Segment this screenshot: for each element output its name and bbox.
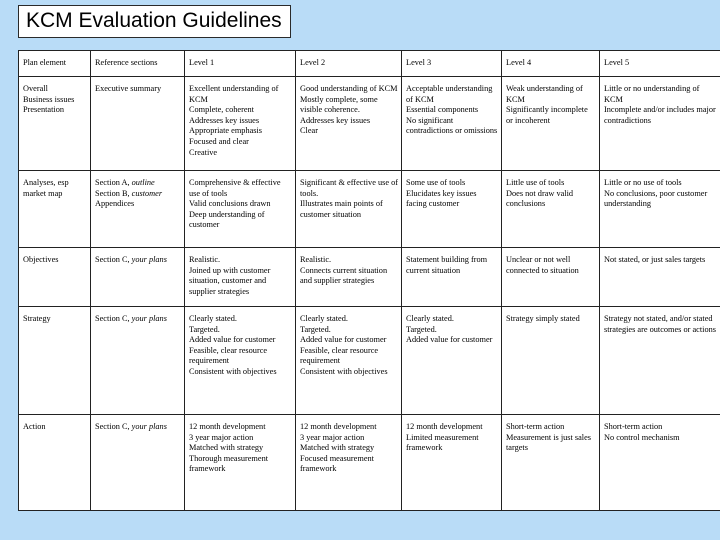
cell-line: No conclusions, poor customer understanding [604,188,708,209]
cell-line: Strategy not stated, and/or stated strategies are outcomes or actions [604,314,716,334]
level-3-cell [402,248,502,307]
cell-line: Overall [23,84,48,93]
cell-line: Significant & effective use of tools. [300,178,398,198]
cell-line: Matched with strategy [300,443,375,453]
cell-line: Excellent understanding of KCM [189,84,279,104]
reference-text: Section C, [95,422,132,431]
cell-line: Business issues [23,94,75,104]
cell-line: Addresses key issues [189,115,260,125]
cell-line: Significantly incomplete or incoherent [506,105,588,125]
cell-line: Focused measurement framework [300,453,374,474]
cell-line: Weak understanding of KCM [506,84,583,104]
reference-text: Executive summary [95,84,162,93]
cell-line: Clearly stated. [300,314,348,323]
level-5-cell [600,77,720,171]
level-1-cell [185,77,296,171]
level-4-cell [502,248,600,307]
cell-line: Realistic. [300,255,332,264]
cell-line: Targeted. [189,324,220,334]
level-4-cell [502,415,600,511]
cell-line: Little or no use of tools [604,178,682,187]
cell-line: Added value for customer [300,335,387,345]
header-cell: Level 1 [185,51,296,77]
cell-line: 12 month development [189,422,266,431]
level-5-cell [600,415,720,511]
cell-line: Measurement is just sales targets [506,432,592,453]
cell-line [95,84,181,95]
cell-line: Feasible, clear resource requirement [189,345,268,366]
cell-line: Statement building from current situation [406,255,488,275]
level-2-cell [296,415,402,511]
cell-line [95,178,181,189]
cell-line: Strategy simply stated [506,314,580,323]
cell-line: Addresses key issues [300,115,371,125]
cell-line: Clear [300,126,318,136]
header-cell: Level 3 [402,51,502,77]
reference-text: Section A, [95,178,132,187]
cell-line: 3 year major action [300,432,365,442]
plan-element-cell [19,415,91,511]
level-5-cell [600,307,720,415]
reference-text: Section C, [95,314,132,323]
reference-text: Section C, [95,255,132,264]
level-3-cell [402,171,502,248]
cell-line: Analyses, esp market map [23,178,69,198]
level-3-cell [402,77,502,171]
reference-cell [91,415,185,511]
plan-element-cell [19,171,91,248]
cell-line: Targeted. [300,324,331,334]
level-2-cell [296,248,402,307]
cell-line: 3 year major action [189,432,254,442]
cell-line: Appropriate emphasis [189,126,263,136]
table-row [19,248,720,307]
cell-line: Clearly stated. [406,314,454,323]
cell-line: Focused and clear [189,136,249,146]
cell-line: No control mechanism [604,432,680,442]
cell-line: Consistent with objectives [300,366,388,376]
header-cell: Level 2 [296,51,402,77]
cell-line [95,255,181,266]
cell-line: Limited measurement framework [406,432,479,453]
cell-line: Creative [189,147,218,157]
level-4-cell [502,171,600,248]
table-row [19,307,720,415]
level-1-cell [185,307,296,415]
header-cell: Reference sections [91,51,185,77]
cell-line: No significant contradictions or omissions [406,115,498,136]
cell-line: Elucidates key issues facing customer [406,188,477,209]
cell-line: Deep understanding of customer [189,209,265,230]
cell-line: Short-term action [604,422,663,431]
cell-line: Acceptable understanding of KCM [406,84,493,104]
level-1-cell [185,415,296,511]
level-2-cell [296,171,402,248]
cell-line: Valid conclusions drawn [189,199,271,209]
cell-line: Feasible, clear resource requirement [300,345,379,366]
reference-cell [91,307,185,415]
level-3-cell [402,415,502,511]
cell-line: Unclear or not well connected to situation [506,255,579,275]
cell-line: Not stated, or just sales targets [604,255,706,264]
cell-line: 12 month development [300,422,377,431]
cell-line: Incomplete and/or includes major contradictions [604,105,716,125]
cell-line: Matched with strategy [189,443,264,453]
cell-line: Connects current situation and supplier strategies [300,265,388,286]
cell-line: Objectives [23,255,59,264]
level-4-cell [502,77,600,171]
cell-line: Joined up with customer situation, customer and supplier strategies [189,265,271,296]
cell-line: Clearly stated. [189,314,237,323]
plan-element-cell [19,77,91,171]
cell-line: Illustrates main points of customer situation [300,199,383,219]
table-row [19,171,720,248]
cell-line: Essential components [406,105,479,115]
reference-text: Appendices [95,199,135,209]
level-3-cell [402,307,502,415]
table-row [19,77,720,171]
cell-line: Realistic. [189,255,221,264]
cell-line: Consistent with objectives [189,366,277,376]
header-cell: Level 5 [600,51,720,77]
header-cell: Plan element [19,51,91,77]
reference-italic: your plans [131,314,167,323]
reference-cell [91,171,185,248]
cell-line: Strategy [23,314,51,323]
reference-cell [91,248,185,307]
header-cell: Level 4 [502,51,600,77]
plan-element-cell [19,307,91,415]
level-1-cell [185,171,296,248]
cell-line: Action [23,422,46,431]
cell-line: Complete, coherent [189,105,254,115]
level-1-cell [185,248,296,307]
reference-italic: your plans [131,255,167,264]
cell-line [95,199,181,210]
cell-line: Little use of tools [506,178,565,187]
reference-italic: outline [131,178,155,187]
level-4-cell [502,307,600,415]
reference-italic: your plans [131,422,167,431]
reference-italic: customer [131,188,163,198]
evaluation-table [18,50,720,511]
level-5-cell [600,248,720,307]
header-row [19,51,720,77]
cell-line [95,314,181,325]
cell-line: Little or no understanding of KCM [604,84,700,104]
cell-line: Presentation [23,105,65,115]
cell-line: Good understanding of KCM [300,84,398,93]
page-title: KCM Evaluation Guidelines [18,5,291,38]
cell-line: Thorough measurement framework [189,453,269,474]
reference-cell [91,77,185,171]
cell-line: 12 month development [406,422,483,431]
level-2-cell [296,77,402,171]
cell-line: Targeted. [406,324,437,334]
cell-line: Added value for customer [406,335,493,345]
cell-line: Mostly complete, some visible coherence. [300,94,378,115]
level-2-cell [296,307,402,415]
cell-line: Comprehensive & effective use of tools [189,178,281,198]
table-row [19,415,720,511]
cell-line [95,189,181,200]
level-5-cell [600,171,720,248]
cell-line: Short-term action [506,422,565,431]
cell-line: Some use of tools [406,178,466,187]
reference-text: Section B, [95,188,132,198]
cell-line: Does not draw valid conclusions [506,188,574,209]
plan-element-cell [19,248,91,307]
cell-line [95,422,181,433]
cell-line: Added value for customer [189,335,276,345]
